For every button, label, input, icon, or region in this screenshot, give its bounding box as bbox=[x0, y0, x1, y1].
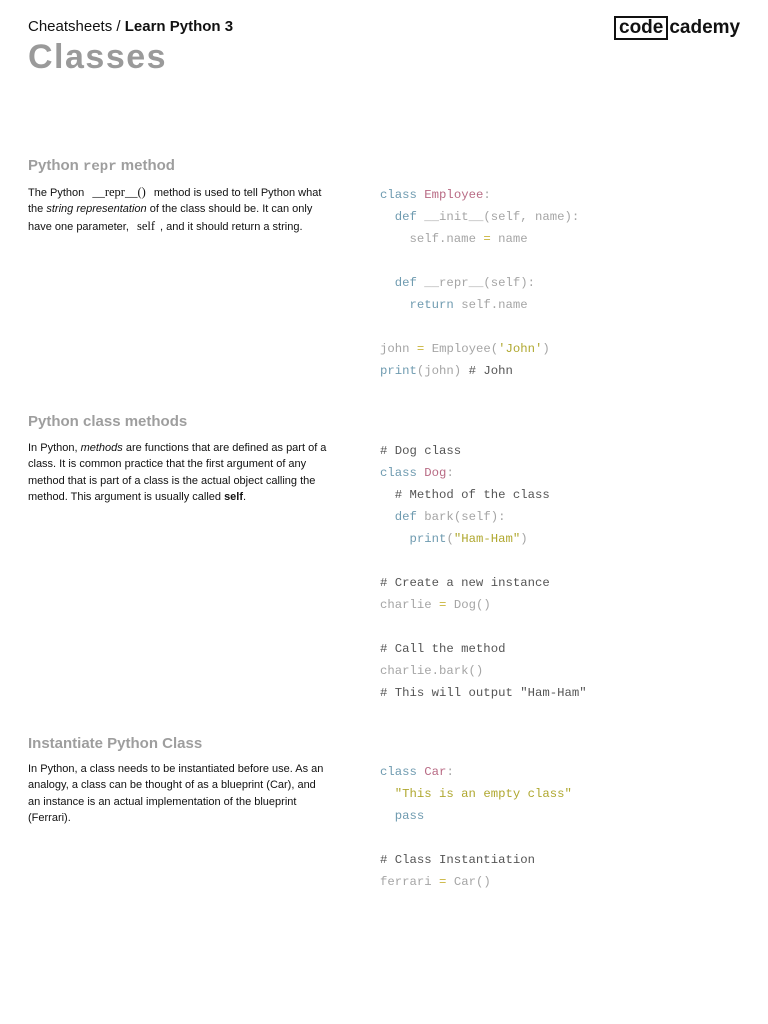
code-line bbox=[380, 616, 587, 638]
desc-emphasis: methods bbox=[80, 442, 123, 454]
breadcrumb bbox=[28, 18, 233, 35]
code-line: # This will output "Ham-Ham" bbox=[380, 686, 587, 700]
code-line bbox=[380, 550, 587, 572]
code-line: # Call the method bbox=[380, 642, 506, 656]
section-description-repr bbox=[28, 184, 328, 235]
section-title-repr bbox=[28, 157, 175, 175]
section-description-class-methods bbox=[28, 440, 328, 506]
breadcrumb-cheatsheets-link[interactable]: Cheatsheets bbox=[28, 18, 113, 35]
page-title: Classes bbox=[28, 38, 168, 76]
code-block-class-methods bbox=[380, 440, 587, 704]
code-line: return self.name bbox=[409, 298, 528, 312]
section-title-text: method bbox=[116, 157, 175, 174]
code-line: # Class Instantiation bbox=[380, 853, 535, 867]
desc-emphasis: string representation bbox=[46, 203, 147, 216]
section-title-class-methods: Python class methods bbox=[28, 413, 188, 430]
desc-text: In Python, bbox=[28, 442, 81, 454]
desc-text: , and it should return a string. bbox=[160, 220, 303, 233]
desc-text: method is used to tell Python what the bbox=[28, 187, 322, 216]
code-line: pass bbox=[394, 809, 425, 823]
code-line: # Create a new instance bbox=[380, 576, 550, 590]
section-title-text: Python bbox=[28, 157, 83, 174]
section-description-instantiate: In Python, a class needs to be instantiated before use. As an analogy, a class can be thought of as a blueprint (Car), and an instance is an actual implementation of the blueprint (Ferrari). bbox=[28, 763, 324, 825]
desc-text: . bbox=[243, 491, 247, 504]
code-line: "This is an empty class" bbox=[394, 787, 572, 801]
logo-rest-text: cademy bbox=[669, 17, 741, 38]
code-line: class Car: bbox=[380, 765, 454, 779]
code-line: # Method of the class bbox=[394, 488, 550, 502]
code-line bbox=[380, 827, 572, 849]
inline-code: __repr__() bbox=[92, 185, 146, 199]
desc-text: of the class should be. It can only have one parameter, bbox=[28, 203, 313, 233]
code-line: charlie.bark() bbox=[380, 664, 484, 678]
code-block-repr bbox=[380, 184, 579, 382]
code-line: def bark(self): bbox=[394, 510, 506, 524]
code-line: def __repr__(self): bbox=[394, 276, 535, 290]
code-line bbox=[380, 250, 579, 272]
code-line: ferrari = Car() bbox=[380, 875, 491, 889]
breadcrumb-separator: / bbox=[112, 18, 125, 35]
code-line bbox=[380, 316, 579, 338]
breadcrumb-current[interactable]: Learn Python 3 bbox=[124, 18, 234, 35]
desc-bold: self bbox=[224, 491, 244, 504]
code-line: # Dog class bbox=[380, 444, 462, 458]
logo-boxed-text: code bbox=[614, 16, 668, 40]
code-line: self.name = name bbox=[409, 232, 528, 246]
code-line: charlie = Dog() bbox=[380, 598, 491, 612]
code-line: john = Employee('John') bbox=[380, 342, 550, 356]
desc-text: The Python bbox=[28, 187, 88, 199]
code-line: class Employee: bbox=[380, 188, 491, 202]
section-title-instantiate: Instantiate Python Class bbox=[28, 735, 203, 752]
code-block-instantiate bbox=[380, 761, 572, 893]
code-line: def __init__(self, name): bbox=[394, 210, 580, 224]
section-title-code: repr bbox=[83, 159, 117, 175]
code-line: print("Ham-Ham") bbox=[409, 532, 528, 546]
code-line: class Dog: bbox=[380, 466, 454, 480]
code-line: print(john) # John bbox=[380, 364, 513, 378]
codecademy-logo[interactable] bbox=[614, 16, 740, 40]
desc-text: are functions that are defined as part of a class. It is common practice that the first argument of any method that is part of a class is the actual object calling the method. This argument is usually called bbox=[28, 442, 327, 504]
inline-code: self bbox=[136, 218, 156, 233]
